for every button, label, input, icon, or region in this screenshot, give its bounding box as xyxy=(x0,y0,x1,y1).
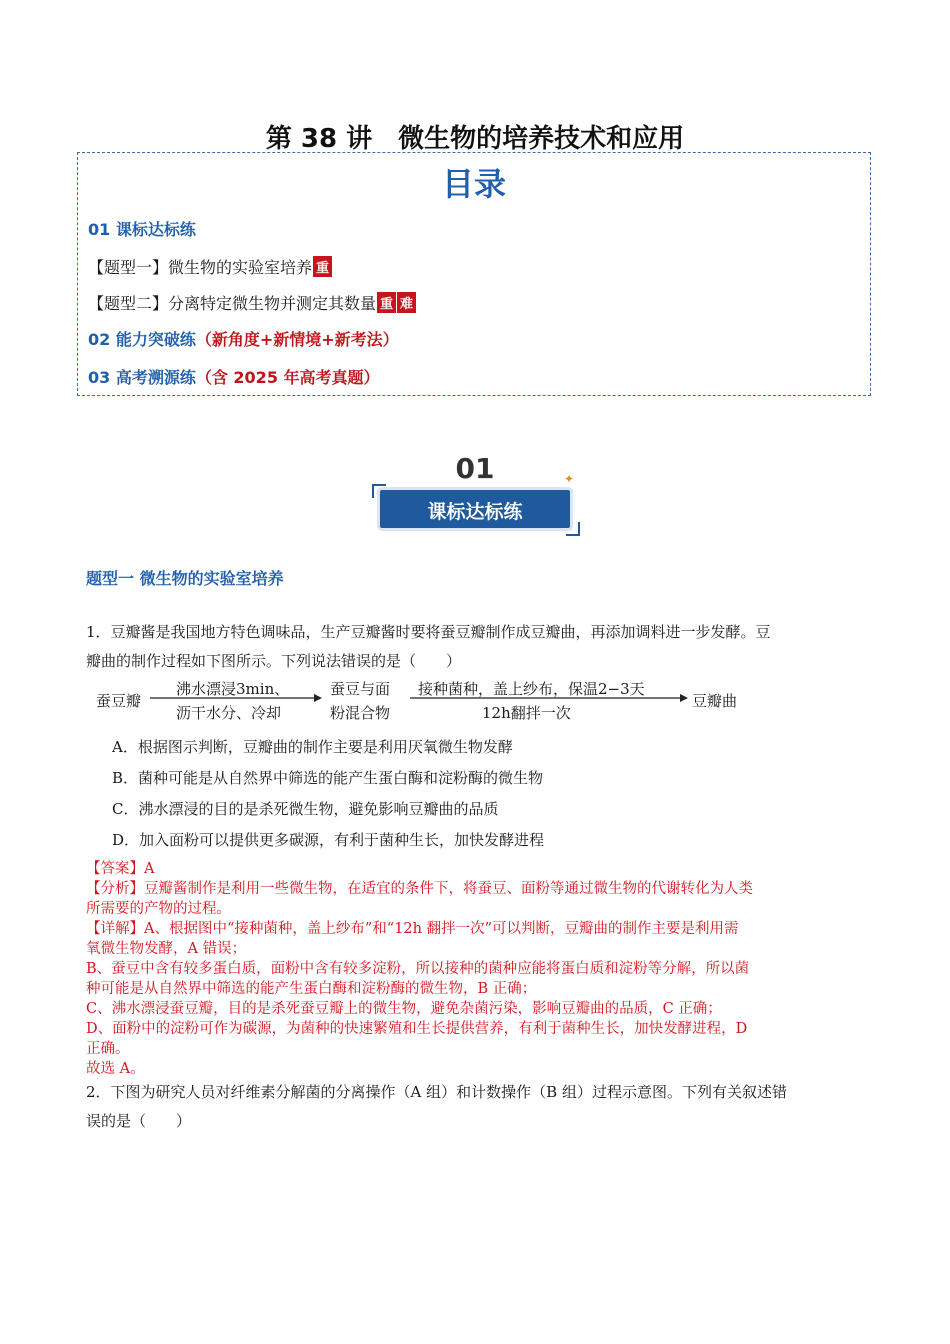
key-tag: 重 xyxy=(377,292,396,313)
q1-choice: 故选 A。 xyxy=(86,1061,145,1077)
q1-stem xyxy=(86,618,866,676)
toc-type-2[interactable] xyxy=(88,291,416,314)
q1-detail: 【详解】A、根据图中“接种菌种，盖上纱布”和“12h 翻拌一次”可以判断，豆瓣曲的制作主要是利用需 xyxy=(86,921,739,937)
q1-answer: 【答案】A xyxy=(86,861,155,877)
q2-stem xyxy=(86,1078,866,1136)
page-title: 第 38 讲 微生物的培养技术和应用 xyxy=(265,124,685,154)
q2-stem-line: 2．下图为研究人员对纤维素分解菌的分离操作（A 组）和计数操作（B 组）过程示意图。下列有关叙述错 xyxy=(86,1083,787,1101)
q1-flow-diagram xyxy=(96,676,756,726)
q1-detail: 氧微生物发酵，A 错误； xyxy=(86,941,247,957)
table-of-contents xyxy=(77,152,871,396)
banner-number: 01 xyxy=(455,452,495,485)
q1-option-a[interactable]: A．根据图示判断，豆瓣曲的制作主要是利用厌氧微生物发酵 xyxy=(112,738,513,756)
q1-analysis: 【分析】豆瓣酱制作是利用一些微生物，在适宜的条件下，将蚕豆、面粉等通过微生物的代谢转化为人类 xyxy=(86,881,753,897)
q1-detail: C、沸水漂浸蚕豆瓣，目的是杀死蚕豆瓣上的微生物，避免杂菌污染，影响豆瓣曲的品质，C 正确； xyxy=(86,1001,722,1017)
toc-type-1[interactable] xyxy=(88,255,332,278)
flow-middle-bottom: 粉混合物 xyxy=(330,704,391,722)
toc-item-2-prefix: 02 能力突破练 xyxy=(88,330,196,349)
sparkle-icon: ✦ xyxy=(564,472,575,486)
q1-detail: D、面粉中的淀粉可作为碳源，为菌种的快速繁殖和生长提供营养，有利于菌种生长，加快发酵进程，D xyxy=(86,1021,748,1037)
toc-type-2-label: 【题型二】分离特定微生物并测定其数量 xyxy=(88,294,377,313)
toc-heading: 目录 xyxy=(441,165,506,203)
q1-detail: B、蚕豆中含有较多蛋白质，面粉中含有较多淀粉，所以接种的菌种应能将蛋白质和淀粉等分解，所以菌 xyxy=(86,961,750,977)
flow-step1-bottom: 沥干水分、冷却 xyxy=(176,704,282,722)
toc-type-1-label: 【题型一】微生物的实验室培养 xyxy=(88,258,313,277)
section-banner xyxy=(370,452,580,536)
q1-detail: 种可能是从自然界中筛选的能产生蛋白酶和淀粉酶的微生物，B 正确； xyxy=(86,981,537,997)
key-tag: 重 xyxy=(313,256,332,277)
flow-step2-top: 接种菌种，盖上纱布，保温2−3天 xyxy=(418,680,645,698)
toc-item-3[interactable] xyxy=(88,365,380,388)
toc-item-1[interactable]: 01 课标达标练 xyxy=(88,220,196,239)
flow-step2-bottom: 12h翻拌一次 xyxy=(482,704,571,722)
q2-stem-line: 误的是（ ） xyxy=(86,1112,192,1130)
flow-step1-top: 沸水漂浸3min、 xyxy=(176,680,290,698)
q1-detail: 正确。 xyxy=(86,1041,130,1057)
q1-stem-line: 1．豆瓣酱是我国地方特色调味品，生产豆瓣酱时要将蚕豆瓣制作成豆瓣曲，再添加调料进一步发酵。豆 xyxy=(86,623,771,641)
flow-middle-top: 蚕豆与面 xyxy=(330,680,391,698)
toc-item-3-prefix: 03 高考溯源练 xyxy=(88,368,196,387)
flow-start: 蚕豆瓣 xyxy=(96,692,142,710)
toc-item-2[interactable] xyxy=(88,327,399,350)
difficult-tag: 难 xyxy=(397,292,416,313)
flow-end: 豆瓣曲 xyxy=(692,692,738,710)
q1-option-c[interactable]: C．沸水漂浸的目的是杀死微生物，避免影响豆瓣曲的品质 xyxy=(112,800,499,818)
flow-arrow-icon xyxy=(410,692,688,704)
toc-item-3-suffix: （含 2025 年高考真题） xyxy=(195,368,380,387)
banner-label: 课标达标练 xyxy=(427,501,523,523)
flow-arrow-icon xyxy=(150,692,322,704)
q1-option-d[interactable]: D．加入面粉可以提供更多碳源，有利于菌种生长，加快发酵进程 xyxy=(112,831,545,849)
section-title: 题型一 微生物的实验室培养 xyxy=(86,569,284,588)
q1-option-b[interactable]: B．菌种可能是从自然界中筛选的能产生蛋白酶和淀粉酶的微生物 xyxy=(112,769,544,787)
q1-analysis: 所需要的产物的过程。 xyxy=(86,901,231,917)
q1-solution xyxy=(86,859,866,1079)
q1-stem-line: 瓣曲的制作过程如下图所示。下列说法错误的是（ ） xyxy=(86,652,462,670)
toc-item-2-suffix: （新角度+新情境+新考法） xyxy=(195,330,399,349)
